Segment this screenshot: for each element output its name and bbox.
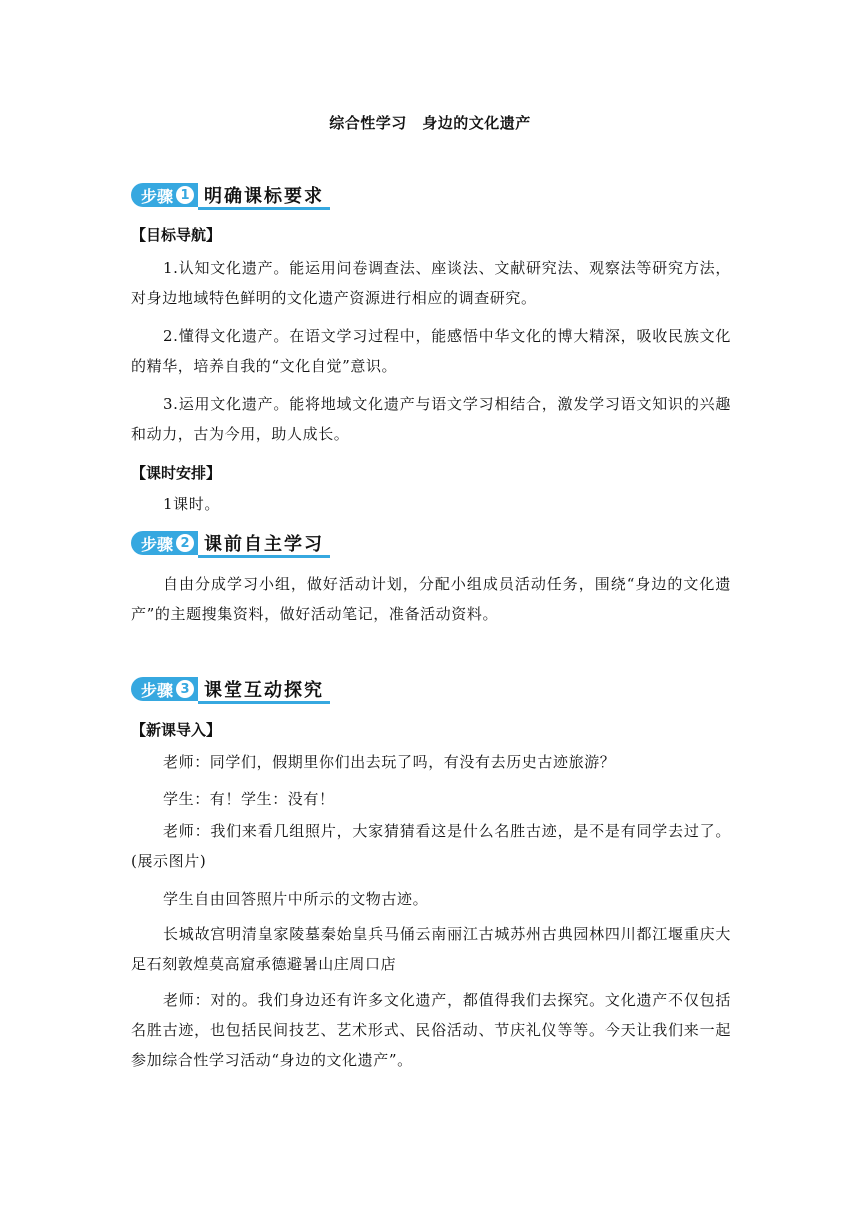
dialogue-line-2: 学生：有！学生：没有！ (163, 790, 335, 808)
step-1-number: 1 (176, 186, 194, 204)
step-2-header (131, 530, 330, 556)
step-3-title: 课堂互动探究 (198, 677, 330, 704)
step-2-text: 自由分成学习小组，做好活动计划，分配小组成员活动任务，围绕“身边的文化遗产”的主题搜集资料，做好活动笔记，准备活动资料。 (131, 575, 731, 623)
dialogue-line-1: 老师：同学们，假期里你们出去玩了吗，有没有去历史古迹旅游？ (163, 753, 616, 771)
step-1-title: 明确课标要求 (198, 183, 330, 210)
step-2-number: 2 (176, 534, 194, 552)
intro-heading: 【新课导入】 (131, 721, 222, 739)
goal-item-2: 2.懂得文化遗产。在语文学习过程中，能感悟中华文化的博大精深，吸收民族文化的精华，培养自我的“文化自觉”意识。 (131, 327, 731, 375)
dialogue-line-6: 老师：对的。我们身边还有许多文化遗产，都值得我们去探究。文化遗产不仅包括名胜古迹，也包括民间技艺、艺术形式、民俗活动、节庆礼仪等等。今天让我们来一起参加综合性学习活动“身边的文化遗产”。 (131, 991, 731, 1069)
page-title: 综合性学习 身边的文化遗产 (329, 114, 531, 132)
schedule-text: 1课时。 (163, 495, 220, 513)
goal-item-3: 3.运用文化遗产。能将地域文化遗产与语文学习相结合，激发学习语文知识的兴趣和动力，古为今用，助人成长。 (131, 395, 731, 443)
dialogue-line-4: 学生自由回答照片中所示的文物古迹。 (163, 890, 429, 908)
step-1-badge-label: 步骤 (141, 186, 174, 206)
step-3-badge (131, 677, 198, 701)
step-1-badge (131, 183, 198, 207)
heritage-list: 长城故宫明清皇家陵墓秦始皇兵马俑云南丽江古城苏州古典园林四川都江堰重庆大足石刻敦煌莫高窟承德避暑山庄周口店 (131, 925, 731, 973)
step-2-badge-label: 步骤 (141, 534, 174, 554)
step-2-badge (131, 531, 198, 555)
step-2-title: 课前自主学习 (198, 531, 330, 558)
step-3-number: 3 (176, 680, 194, 698)
step-3-badge-label: 步骤 (141, 680, 174, 700)
schedule-heading: 【课时安排】 (131, 464, 222, 482)
dialogue-line-3: 老师：我们来看几组照片，大家猜猜看这是什么名胜古迹，是不是有同学去过了。(展示图片) (131, 822, 731, 870)
goal-item-1: 1.认知文化遗产。能运用问卷调查法、座谈法、文献研究法、观察法等研究方法，对身边地域特色鲜明的文化遗产资源进行相应的调查研究。 (131, 259, 731, 307)
step-1-header (131, 182, 330, 208)
goal-heading: 【目标导航】 (131, 226, 222, 244)
step-3-header (131, 676, 330, 702)
